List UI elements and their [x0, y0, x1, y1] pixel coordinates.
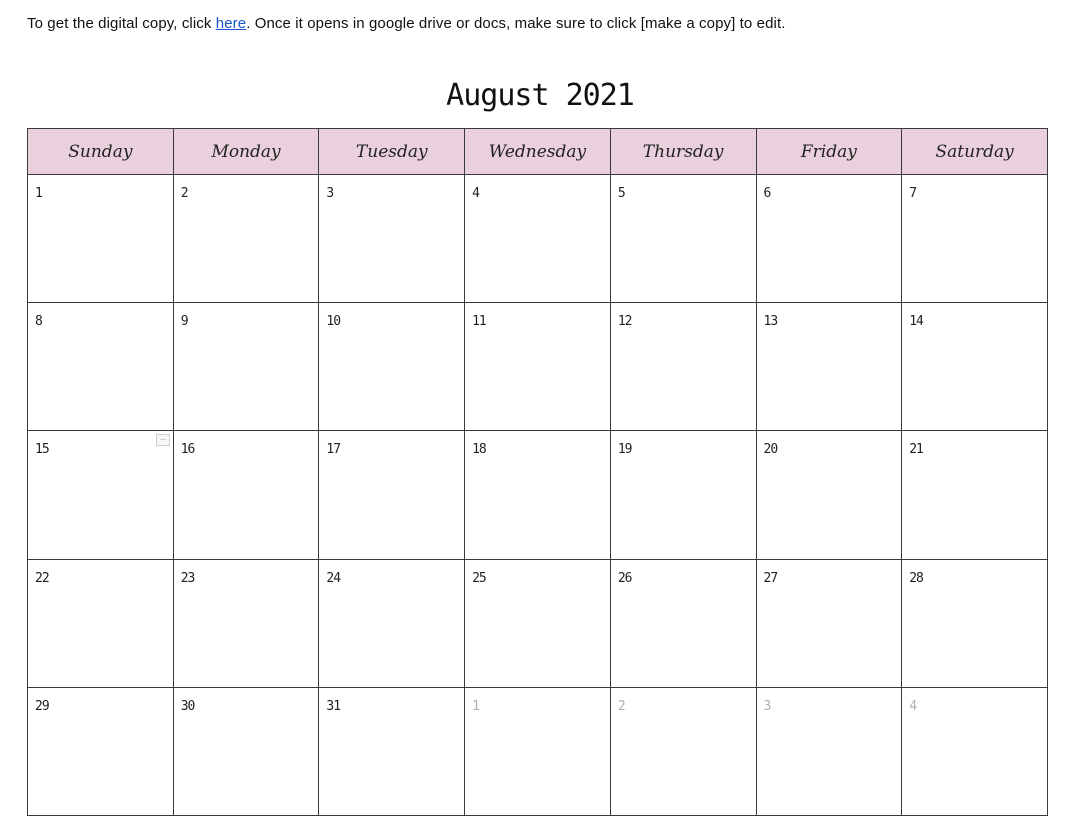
digital-copy-link[interactable]: here — [215, 15, 247, 32]
day-cell[interactable] — [28, 175, 174, 303]
day-number-next-month: 4 — [909, 698, 917, 714]
week-row — [28, 431, 1048, 559]
day-cell[interactable] — [465, 559, 611, 687]
day-cell[interactable] — [28, 559, 174, 687]
day-number: 22 — [35, 570, 49, 586]
day-number: 9 — [180, 314, 188, 330]
day-number: 28 — [909, 570, 923, 586]
day-cell[interactable] — [319, 431, 465, 559]
day-cell[interactable] — [173, 303, 319, 431]
weekday-header-thursday: Thursday — [610, 129, 756, 175]
day-cell-next-month[interactable] — [610, 687, 756, 815]
day-number: 1 — [35, 186, 42, 201]
day-number: 15 — [35, 442, 49, 458]
weekday-header-row — [28, 129, 1048, 175]
day-number: 20 — [763, 442, 778, 458]
day-cell[interactable] — [173, 431, 319, 559]
day-cell[interactable] — [319, 303, 465, 431]
day-cell[interactable] — [173, 687, 319, 815]
day-cell[interactable] — [902, 431, 1048, 559]
day-number: 25 — [472, 570, 486, 586]
weekday-header-wednesday: Wednesday — [465, 129, 611, 175]
day-number: 5 — [617, 186, 625, 201]
day-number: 12 — [617, 314, 632, 330]
day-number-next-month: 3 — [763, 698, 771, 714]
instruction-after: . Once it opens in google drive or docs, make sure to click [make a copy] to edit. — [246, 15, 786, 32]
day-number: 3 — [326, 186, 334, 201]
instruction-before: To get the digital copy, click — [27, 15, 216, 32]
weekday-header-tuesday: Tuesday — [319, 129, 465, 175]
day-number: 30 — [180, 698, 195, 714]
day-cell-next-month[interactable] — [465, 687, 611, 815]
day-cell[interactable] — [28, 431, 174, 559]
day-number: 18 — [472, 442, 486, 458]
week-row — [28, 175, 1048, 303]
day-cell-next-month[interactable] — [902, 687, 1048, 815]
day-number: 14 — [909, 314, 923, 330]
day-cell[interactable] — [610, 559, 756, 687]
day-number: 2 — [180, 186, 188, 201]
day-cell[interactable] — [902, 559, 1048, 687]
day-cell[interactable] — [610, 303, 756, 431]
week-row — [28, 687, 1048, 815]
day-cell[interactable] — [173, 175, 319, 303]
day-cell-next-month[interactable] — [756, 687, 902, 815]
weekday-header-friday: Friday — [756, 129, 902, 175]
day-number: 26 — [617, 570, 632, 586]
day-cell[interactable] — [902, 175, 1048, 303]
day-number: 16 — [180, 442, 195, 458]
day-number: 31 — [326, 698, 341, 714]
day-cell[interactable] — [465, 303, 611, 431]
day-cell[interactable] — [173, 559, 319, 687]
week-row — [28, 559, 1048, 687]
day-number-next-month: 1 — [472, 698, 479, 714]
day-cell[interactable] — [319, 175, 465, 303]
day-number: 4 — [472, 186, 479, 201]
day-cell[interactable] — [610, 175, 756, 303]
comment-marker-icon[interactable] — [156, 434, 170, 446]
month-title: August 2021 — [446, 78, 634, 113]
day-number-next-month: 2 — [617, 698, 625, 714]
day-cell[interactable] — [902, 303, 1048, 431]
day-cell[interactable] — [465, 175, 611, 303]
day-number: 23 — [180, 570, 195, 586]
day-cell[interactable] — [756, 431, 902, 559]
day-number: 11 — [472, 314, 486, 330]
day-cell[interactable] — [610, 431, 756, 559]
day-cell[interactable] — [28, 687, 174, 815]
day-cell[interactable] — [756, 303, 902, 431]
day-cell[interactable] — [756, 175, 902, 303]
day-number: 7 — [909, 186, 917, 201]
day-number: 19 — [617, 442, 632, 458]
day-number: 10 — [326, 314, 341, 330]
day-cell[interactable] — [465, 431, 611, 559]
day-number: 24 — [326, 570, 341, 586]
day-cell[interactable] — [319, 687, 465, 815]
day-number: 29 — [35, 698, 49, 714]
day-cell[interactable] — [319, 559, 465, 687]
day-number: 21 — [909, 442, 923, 458]
calendar-grid — [27, 128, 1048, 816]
weekday-header-monday: Monday — [173, 129, 319, 175]
instruction-text — [27, 15, 785, 32]
day-cell[interactable] — [756, 559, 902, 687]
day-number: 13 — [763, 314, 778, 330]
weekday-header-sunday: Sunday — [28, 129, 174, 175]
weekday-header-saturday: Saturday — [902, 129, 1048, 175]
week-row — [28, 303, 1048, 431]
day-number: 27 — [763, 570, 778, 586]
day-cell[interactable] — [28, 303, 174, 431]
day-number: 17 — [326, 442, 341, 458]
day-number: 8 — [35, 314, 42, 330]
day-number: 6 — [763, 186, 771, 201]
